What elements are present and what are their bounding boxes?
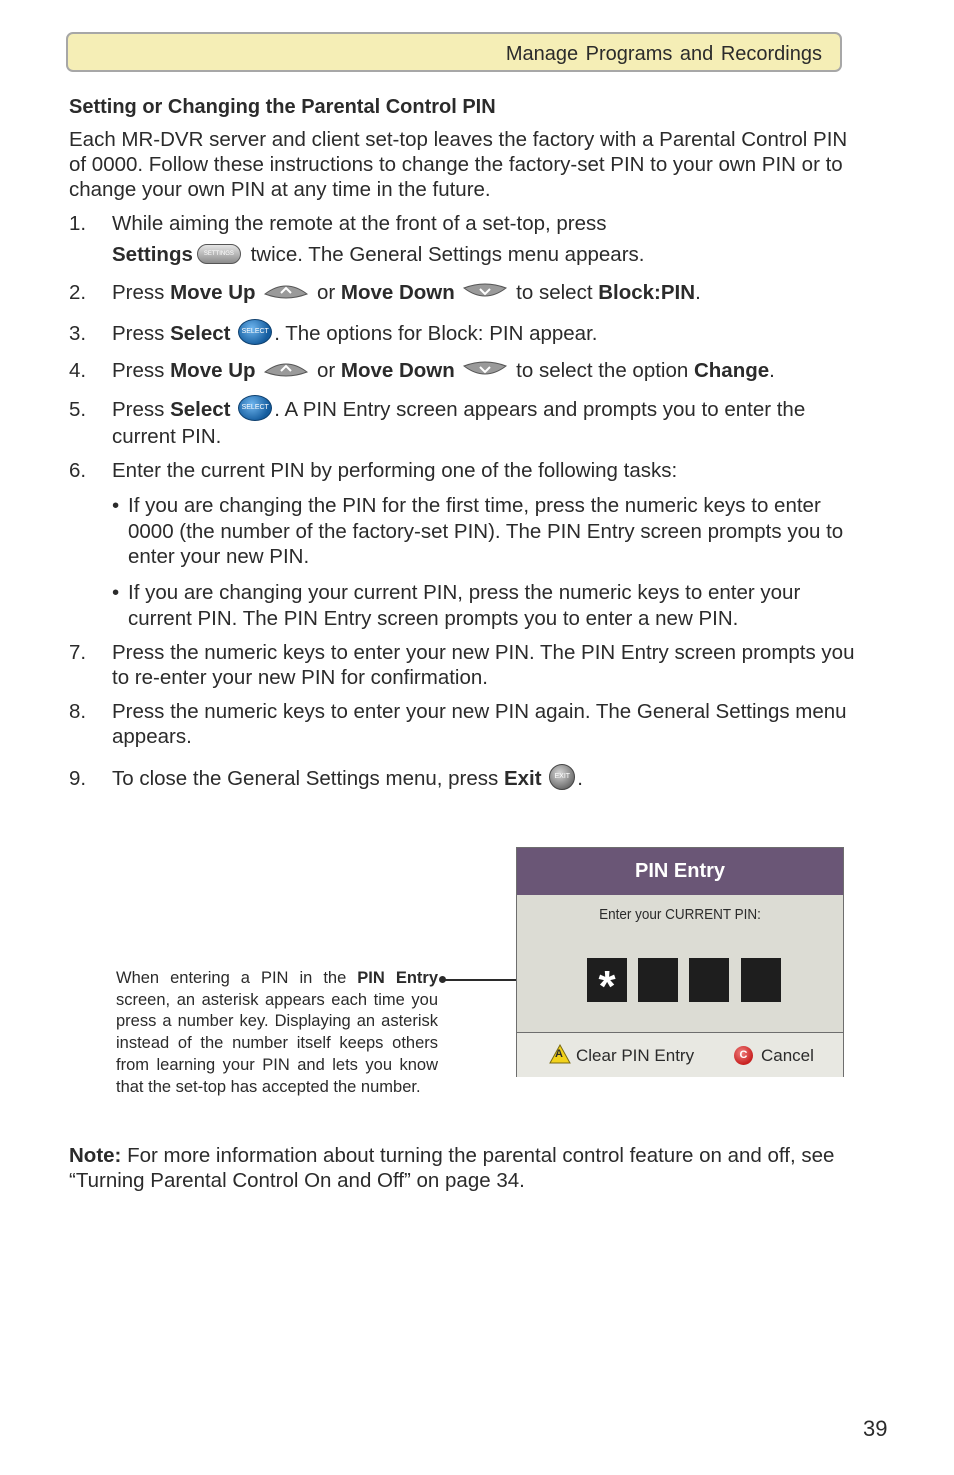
pin-digit-box[interactable] <box>587 958 627 1011</box>
step-1-line1: While aiming the remote at the front of a set-top, press <box>112 212 607 235</box>
select-button-icon: SELECT <box>238 395 272 421</box>
step-6-option-2: If you are changing your current PIN, press the numeric keys to enter your current PIN. The PIN Entry screen prompts you to enter a new PIN. <box>128 581 801 630</box>
move-down-button-icon <box>462 360 508 378</box>
select-button-icon: SELECT <box>238 319 272 345</box>
settings-label: Settings <box>112 243 193 266</box>
step-2: Press Move Up or Move Down to select Block:PIN. <box>112 281 701 304</box>
pin-digit-box[interactable] <box>689 958 729 1002</box>
step-number: 1. <box>69 212 87 235</box>
step-3: Press Select SELECT . The options for Block: PIN appear. <box>112 321 857 348</box>
intro-paragraph: Each MR-DVR server and client set-top leaves the factory with a Parental Control PIN of 0000. Follow these instructions to change the factory-set PIN to your own PIN or to change your own PIN at any time in the future. <box>69 128 848 201</box>
pin-entry-title: PIN Entry <box>517 848 843 895</box>
step-4: Press Move Up or Move Down to select the option Change. <box>112 359 775 382</box>
clear-pin-entry-option[interactable]: Clear PIN Entry <box>576 1046 695 1065</box>
section-title: Setting or Changing the Parental Control PIN <box>69 96 496 118</box>
pin-entry-callout: When entering a PIN in the PIN Entry screen, an asterisk appears each time you press a number key. Displaying an asterisk instead of the number itself keeps others from learning your PIN and lets you know that the set-top has accepted the number. <box>116 969 438 1096</box>
step-number: 7. <box>69 641 87 664</box>
note-paragraph: Note: For more information about turning the parental control feature on and off, see “Turning Parental Control On and Off” on page 34. <box>69 1144 835 1192</box>
step-9: To close the General Settings menu, press Exit EXIT . <box>112 766 857 793</box>
pin-entry-screen <box>516 847 844 1077</box>
step-7: Press the numeric keys to enter your new PIN. The PIN Entry screen prompts you to re-enter your new PIN for confirmation. <box>112 641 855 689</box>
a-key-letter: A <box>555 1048 563 1060</box>
settings-button-icon: SETTINGS <box>197 244 241 264</box>
chapter-title: Manage Programs and Recordings <box>505 43 822 65</box>
bullet-marker: • <box>112 581 120 604</box>
step-5: Press Select SELECT . A PIN Entry screen appears and prompts you to enter the current PIN. <box>112 397 857 449</box>
step-6: Enter the current PIN by performing one of the following tasks: <box>112 459 678 482</box>
step-1-line2: Settings SETTINGS twice. The General Settings menu appears. <box>112 243 645 266</box>
asterisk-mask: * <box>598 962 616 1011</box>
bullet-marker: • <box>112 494 120 517</box>
step-6-option-1: If you are changing the PIN for the first time, press the numeric keys to enter 0000 (the number of the factory-set PIN). The PIN Entry screen prompts you to enter your new PIN. <box>128 494 844 568</box>
cancel-option[interactable]: Cancel <box>761 1046 814 1065</box>
exit-button-icon: EXIT <box>549 764 575 790</box>
page-number: 39 <box>863 1416 888 1441</box>
step-number: 8. <box>69 700 87 723</box>
step-number: 4. <box>69 359 87 382</box>
move-down-button-icon <box>462 282 508 300</box>
page-header <box>66 32 842 72</box>
pin-entry-footer <box>517 1032 843 1077</box>
move-up-button-icon <box>263 282 309 300</box>
step-number: 5. <box>69 398 87 421</box>
step-number: 3. <box>69 322 87 345</box>
pin-digit-box[interactable] <box>741 958 781 1002</box>
pin-digit-box[interactable] <box>638 958 678 1002</box>
step-8: Press the numeric keys to enter your new PIN again. The General Settings menu appears. <box>112 700 847 748</box>
move-up-button-icon <box>263 360 309 378</box>
pin-entry-prompt: Enter your CURRENT PIN: <box>599 906 761 923</box>
step-number: 2. <box>69 281 87 304</box>
step-number: 9. <box>69 767 87 790</box>
c-key-icon: C <box>734 1046 753 1065</box>
step-number: 6. <box>69 459 87 482</box>
